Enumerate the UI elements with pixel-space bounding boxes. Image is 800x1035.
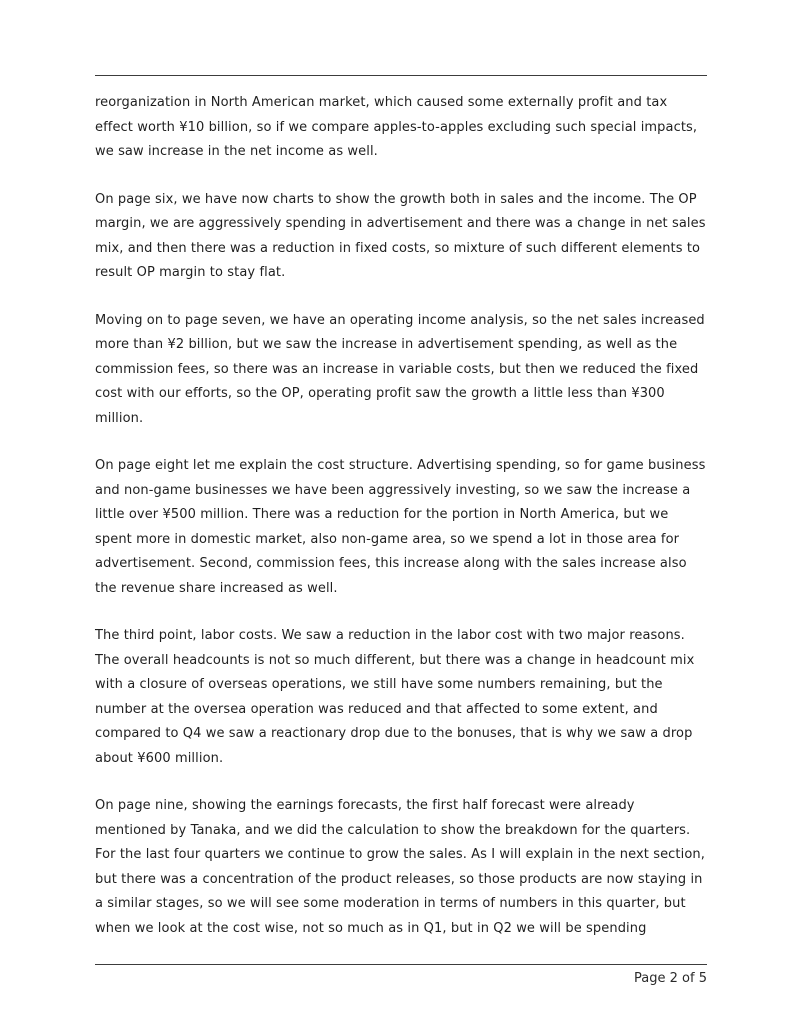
page-footer bbox=[95, 964, 707, 986]
header-rule bbox=[95, 75, 707, 76]
footer-rule bbox=[95, 964, 707, 965]
paragraph: On page six, we have now charts to show the growth both in sales and the income. The OP margin, we are aggressively spending in advertisement and there was a change in net sales mix, and then there was a reduction in fixed costs, so mixture of such different elements to result OP margin to stay flat. bbox=[95, 191, 706, 280]
paragraph: Moving on to page seven, we have an operating income analysis, so the net sales increased more than ¥2 billion, but we saw the increase in advertisement spending, as well as the commission fees, so there was an increase in variable costs, but then we reduced the fixed cost with our efforts, so the OP, operating profit saw the growth a little less than ¥300 million. bbox=[95, 312, 705, 426]
page-number: Page 2 of 5 bbox=[634, 971, 707, 986]
paragraph: On page eight let me explain the cost structure. Advertising spending, so for game business and non-game businesses we have been aggressively investing, so we saw the increase a little over ¥500 million. There was a reduction for the portion in North America, but we spent more in domestic market, also non-game area, so we spend a lot in those area for advertisement. Second, commission fees, this increase along with the sales increase also the revenue share increased as well. bbox=[95, 458, 706, 596]
paragraph: On page nine, showing the earnings forecasts, the first half forecast were already mentioned by Tanaka, and we did the calculation to show the breakdown for the quarters. For the last four quarters we continue to grow the sales. As I will explain in the next section, but there was a concentration of the product releases, so those products are now staying in a similar stages, so we will see some moderation in terms of numbers in this quarter, but when we look at the cost wise, not so much as in Q1, but in Q2 we will be spending bbox=[95, 798, 705, 936]
paragraph: The third point, labor costs. We saw a reduction in the labor cost with two major reasons. The overall headcounts is not so much different, but there was a change in headcount mix with a closure of overseas operations, we still have some numbers remaining, but the number at the oversea operation was reduced and that affected to some extent, and compared to Q4 we saw a reactionary drop due to the bonuses, that is why we saw a drop about ¥600 million. bbox=[95, 628, 695, 766]
paragraph: reorganization in North American market, which caused some externally profit and tax effect worth ¥10 billion, so if we compare apples-to-apples excluding such special impacts, we saw increase in the net income as well. bbox=[95, 95, 698, 159]
transcript-text bbox=[95, 91, 707, 941]
page-body bbox=[95, 75, 707, 964]
